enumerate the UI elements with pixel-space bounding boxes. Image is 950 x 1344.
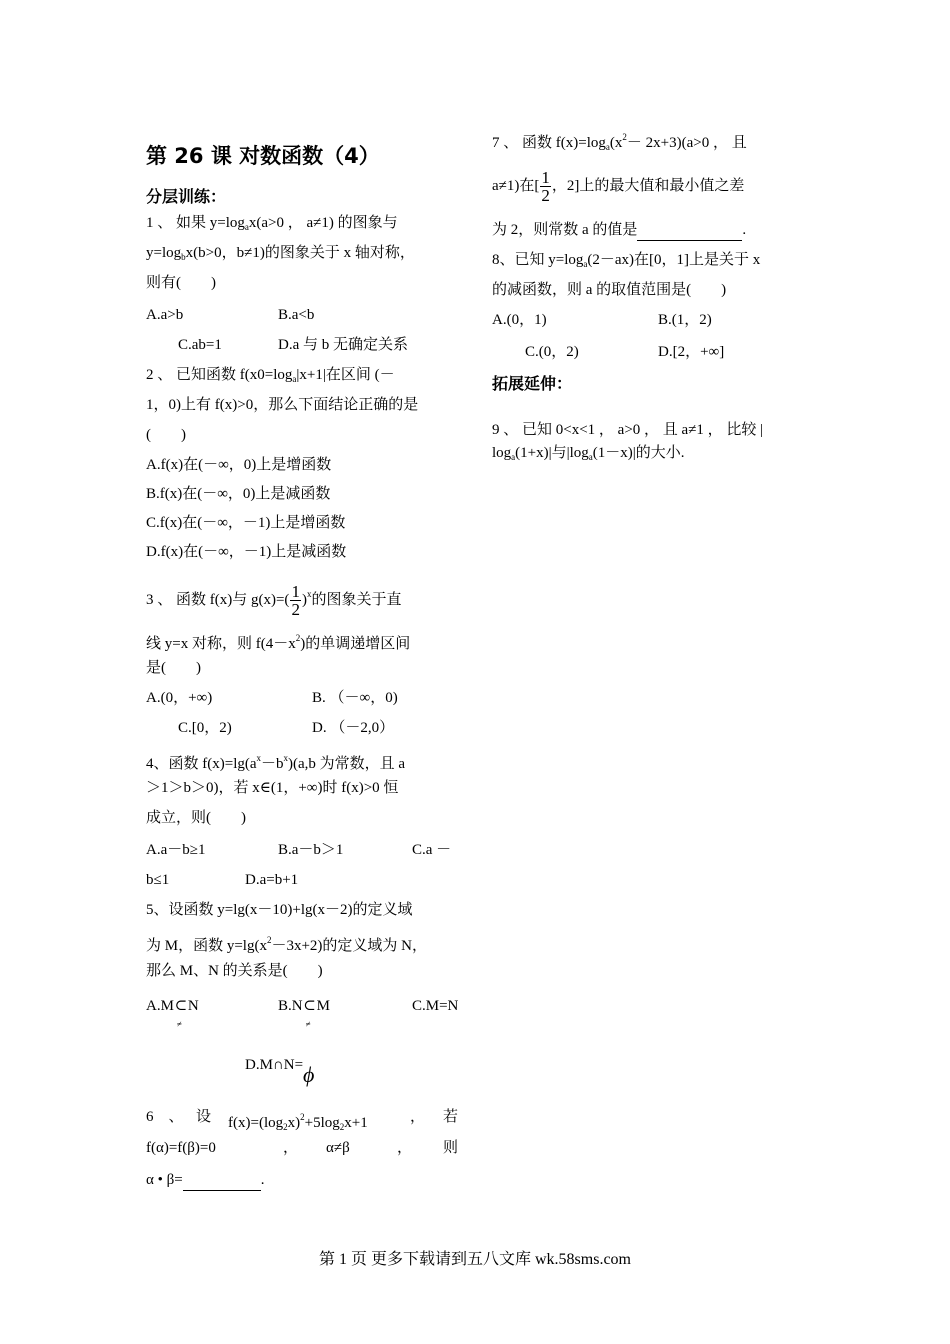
page-footer: 第 1 页 更多下载请到五八文库 wk.58sms.com — [318, 1251, 631, 1268]
q4-option-d: D.a=b+1 — [245, 872, 299, 888]
q8-option-a: A.(0，1) — [492, 312, 547, 328]
q3-option-c: C.[0，2) — [178, 720, 232, 736]
q9-line2: $\log_a(1+x)|$与$|\log_a(1-x)|$的大小. — [492, 445, 685, 462]
q4-option-a: A.a－b≥1 — [146, 842, 206, 858]
q2-option-a: A.f(x)在(－∞，0)上是增函数 — [146, 457, 332, 473]
q5-option-a: A.M⊂ ≠ N — [146, 998, 199, 1029]
fraction-one-half: $\frac{1}{2}$ — [291, 582, 300, 620]
q4-line1: 4、函数 $f(x)=\lg(a^x-b^x)(a,b$ 为常数，且 a — [146, 753, 406, 772]
q3-line3: 是( ) — [146, 660, 201, 676]
q9-line1: 9 、 已知 0<x<1 ， a>0 ， 且 a≠1 ， 比较 | — [492, 422, 764, 438]
q4-line3: 成立，则( ) — [146, 810, 246, 826]
q5-option-c: C.M=N — [412, 998, 459, 1014]
q8-option-c: C.(0，2) — [525, 344, 579, 360]
q8-line2: 的减函数，则 a 的取值范围是( ) — [492, 282, 727, 298]
q5-option-b: B.N⊂ ≠ M — [278, 998, 330, 1029]
q2-line1: 2 、 已知函数 $f(x0=\log_a|x+1|$在区间 (－ — [146, 367, 395, 384]
q2-line2: 1，0)上有 f(x)>0，那么下面结论正确的是 — [146, 397, 419, 413]
q6-comma-1: ， — [410, 1109, 426, 1125]
q7-line2: a≠1)在[ $\frac{1}{2}$ ，2]上的最大值和最小值之差 — [492, 168, 745, 206]
q3-option-a: A.(0，+∞) — [146, 690, 213, 706]
q2-option-c: C.f(x)在(－∞，－1)上是增函数 — [146, 515, 346, 531]
q6-comma-3: ， — [397, 1140, 413, 1156]
q1-line2: $y=\log_bx(b>0$，b≠1)的图象关于 x 轴对称， — [146, 245, 415, 262]
q1-option-c: C.ab=1 — [178, 337, 222, 353]
q1-line3: 则有( ) — [146, 275, 216, 291]
page-title: 第 26 课 对数函数（4） — [146, 144, 380, 168]
q5-option-d: D.M∩N= — [245, 1057, 304, 1073]
q8-line1: 8、已知 $y=\log_a(2-ax)$在[0，1]上是关于 x — [492, 252, 761, 269]
q5-line1: 5、设函数 y=lg(x－10)+lg(x－2)的定义域 — [146, 902, 413, 918]
q5-line2: 为 M，函数 $y=\lg(x^2-3x+2)$的定义域为 N， — [146, 935, 428, 954]
q4-line2: ＞1＞b＞0)，若 x∈(1，+∞)时 f(x)>0 恒 — [146, 780, 399, 796]
q6-line3: α • β= . — [146, 1170, 264, 1191]
empty-set-symbol: ϕ — [303, 1062, 315, 1087]
q2-option-d: D.f(x)在(－∞，－1)上是减函数 — [146, 544, 347, 560]
q2-option-b: B.f(x)在(－∞，0)上是减函数 — [146, 486, 331, 502]
q7-line3: 为 2，则常数 a 的值是 . — [492, 220, 746, 241]
q3-option-d: D. （－2,0） — [312, 720, 395, 736]
section-extension: 拓展延伸： — [492, 374, 573, 393]
q1-option-b: B.a<b — [278, 307, 315, 323]
q3-line1: 3 、 函数 f(x)与 g(x)=( $\frac{1}{2}$ )$^x$的图象关于直 — [146, 582, 402, 620]
q2-line3: ( ) — [146, 427, 186, 443]
q4-option-b: B.a－b＞1 — [278, 842, 344, 858]
section-practice: 分层训练： — [146, 187, 227, 206]
q6-function: $f(x)=(\log_2x)^2+5\log_2x+1$ — [228, 1112, 368, 1132]
q4-option-c: C.a － — [412, 842, 452, 858]
q6-line2-b: α≠β — [326, 1140, 350, 1156]
q6-number: 6 、 — [146, 1109, 184, 1125]
q6-line2-a: f(α)=f(β)=0 — [146, 1140, 216, 1156]
q6-word-she: 设 — [196, 1109, 212, 1125]
q1-line1: 1 、 如果 $y=\log_ax(a>0$ ， a≠1) 的图象与 — [146, 215, 398, 232]
fraction-one-half: $\frac{1}{2}$ — [541, 168, 550, 206]
q8-option-b: B.(1，2) — [658, 312, 712, 328]
q5-line3: 那么 M、N 的关系是( ) — [146, 963, 323, 979]
q6-comma-2: ， — [283, 1140, 299, 1156]
q6-word-ruo: 若 — [443, 1109, 459, 1125]
q1-option-d: D.a 与 b 无确定关系 — [278, 337, 408, 353]
answer-blank[interactable] — [637, 220, 742, 241]
q1-option-a: A.a>b — [146, 307, 184, 323]
q3-option-b: B. （－∞，0) — [312, 690, 398, 706]
q4-option-c-cont: b≤1 — [146, 872, 170, 888]
proper-subset-symbol: ⊂ ≠ — [303, 998, 316, 1029]
proper-subset-symbol: ⊂ ≠ — [174, 998, 188, 1029]
q7-line1: 7 、 函数 $f(x)=\log_a(x^2- 2x+3)(a>0$ ， 且 — [492, 132, 747, 152]
q6-word-ze: 则 — [443, 1140, 459, 1156]
q3-line2: 线 y=x 对称，则 $f(4-x^2)$的单调递增区间 — [146, 633, 411, 652]
answer-blank[interactable] — [183, 1170, 261, 1191]
q8-option-d: D.[2，+∞] — [658, 344, 725, 360]
